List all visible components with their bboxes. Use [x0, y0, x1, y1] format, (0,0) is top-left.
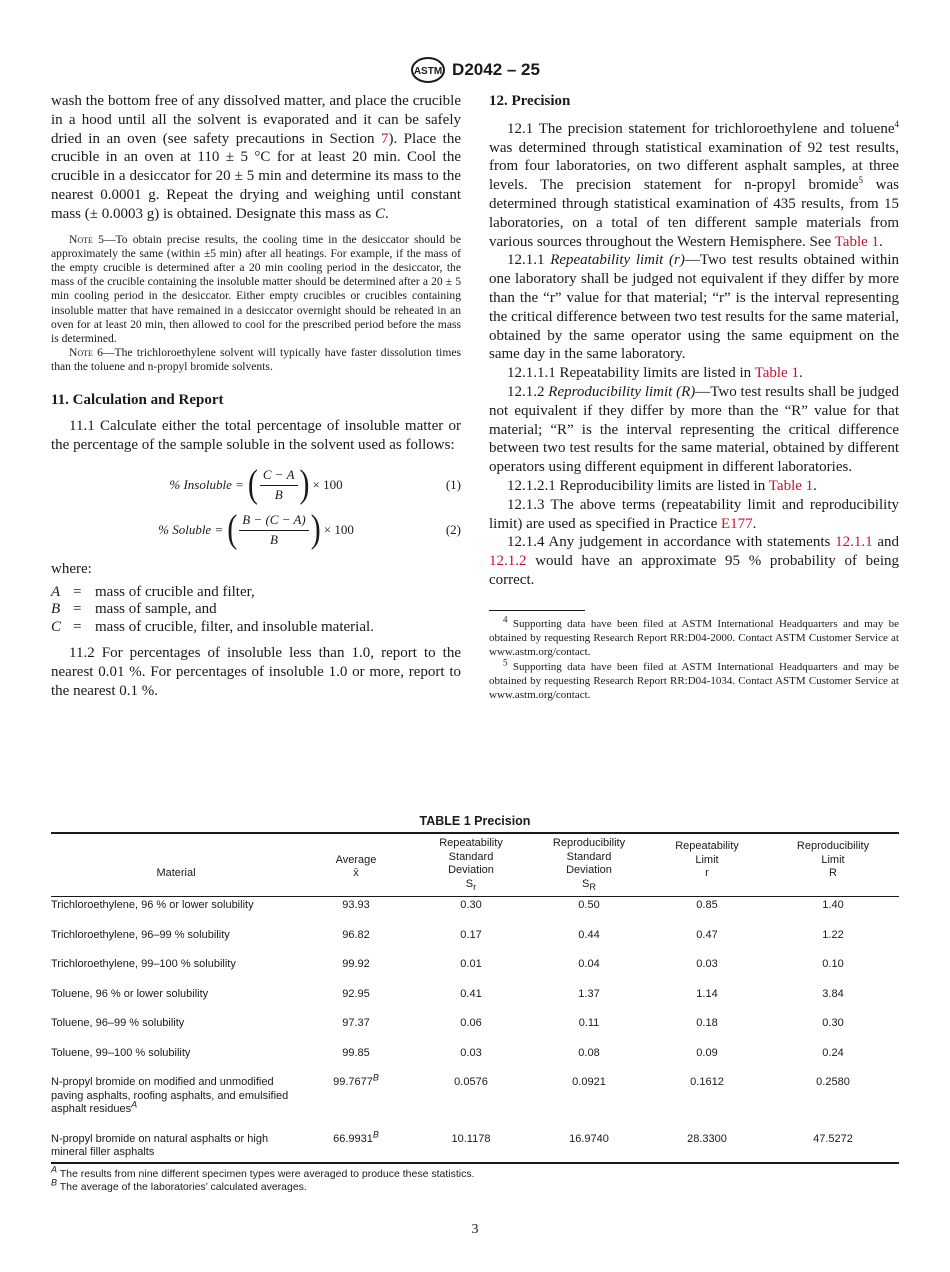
- cell-average: $99.7677^B$: [333, 1072, 379, 1089]
- cell-sr: 0.30: [460, 899, 482, 912]
- cell-sr: 0.01: [460, 958, 482, 971]
- table-title: TABLE 1 Precision: [419, 814, 531, 828]
- page-header: [0, 56, 950, 84]
- paragraph-12-1: 12.1 The precision statement for trichloroethylene and toluene$^4$ was determined through statistical examination of 92 test results, from four laboratories, on two different asphalt samples, at three levels. The precision statement for n-propyl bromide$^5$ was determined through statistical examination of 435 results, from 15 laboratories, on a total of ten different sample materials from various sources throughout the Western Hemisphere. See Table 1.: [489, 118, 900, 250]
- astm-logo-icon: [410, 56, 446, 84]
- table-row: [51, 1131, 899, 1163]
- cell-material: Toluene, 96 % or lower solubility: [51, 987, 209, 1000]
- paragraph-12-1-2-1: 12.1.2.1 Reproducibility limits are listed in Table 1.: [507, 477, 817, 494]
- cell-r: 1.14: [696, 987, 718, 1000]
- cell-material: Trichloroethylene, 96–99 % solubility: [51, 928, 230, 941]
- cell-sr: 0.06: [460, 1017, 482, 1030]
- col-header-average: Average x̄: [301, 833, 411, 897]
- table-row: [51, 897, 899, 927]
- footnote-divider: [489, 610, 585, 611]
- paragraph-12-1-2: 12.1.2 Reproducibility limit (R)—Two test results shall be judged not equivalent if they differ by more than the “R” value for that material; “R” is the interval representing the critical difference between two test results for the same material, obtained by different operators using different equipment in different laboratories.: [489, 383, 899, 476]
- cell-r-upper: 1.22: [822, 928, 844, 941]
- paragraph-11-1: 11.1 Calculate either the total percentage of insoluble matter or the percentage of the sample soluble in the solvent used as follows:: [51, 418, 461, 454]
- variable-definitions: A = mass of crucible and filter, B = mass of sample, and C = mass of crucible, filter, and insoluble material.: [51, 583, 374, 635]
- paragraph-12-1-4: 12.1.4 Any judgement in accordance with statements 12.1.1 and 12.1.2 would have an approximate 95 % probability of being correct.: [489, 534, 899, 588]
- cell-average: 97.37: [342, 1017, 370, 1030]
- cell-sr-upper: 0.11: [578, 1017, 600, 1030]
- note-6: Note 6—The trichloroethylene solvent will typically have faster dissolution times than the toluene and n-propyl bromide solvents.: [51, 346, 462, 374]
- cell-sr-upper: 0.0921: [572, 1076, 606, 1089]
- footnote-5: $^5$ Supporting data have been filed at ASTM International Headquarters and may be obtained by requesting Research Report RR:D04-1034. Contact ASTM Customer Service at www.astm.org/contact.: [489, 656, 899, 702]
- table-footnote-b: $^B$ The average of the laboratories’ calculated averages.: [51, 1177, 307, 1194]
- section-11-heading: 11. Calculation and Report: [51, 391, 224, 408]
- paragraph-12-1-1: 12.1.1 Repeatability limit (r)—Two test results obtained within one laboratory shall be judged not equivalent if they differ by more than the “r” value for that material; “r” is the interval representing the critical difference between two test results for the same material, obtained by the same operator using the same equipment on the same day in the same laboratory.: [489, 252, 899, 363]
- cell-r: 0.1612: [690, 1076, 724, 1089]
- col-header-reproducibility-limit: Reproducibility Limit R: [767, 833, 899, 897]
- cell-average: 96.82: [342, 928, 370, 941]
- cell-r: 0.09: [696, 1046, 718, 1059]
- table-1-link[interactable]: Table 1: [754, 365, 799, 382]
- cell-r-upper: 3.84: [822, 987, 844, 1000]
- document-designation: D2042 – 25: [452, 60, 540, 79]
- col-header-reproducibility-sd: Reproducibility Standard Deviation $S_R$: [531, 833, 647, 897]
- equation-2: % Soluble = ( $\frac{B - (C - A)}{B}$ ) × 100 (2): [158, 507, 461, 551]
- ref-12-1-2-link[interactable]: 12.1.2: [489, 553, 527, 570]
- right-column: [489, 92, 899, 703]
- left-column: [51, 92, 461, 701]
- table-footnotes: [51, 1164, 899, 1195]
- table-row: [51, 986, 899, 1016]
- cell-average: 99.92: [342, 958, 370, 971]
- cell-r-upper: 47.5272: [767, 1131, 899, 1163]
- cell-sr-upper: 1.37: [578, 987, 600, 1000]
- equation-1: % Insoluble = ( $\frac{C - A}{B}$ ) × 100 (1): [169, 462, 461, 506]
- cell-r: 0.47: [696, 928, 718, 941]
- table-1-link[interactable]: Table 1: [768, 477, 814, 494]
- where-label: where:: [51, 561, 92, 577]
- cell-sr: 10.1178: [411, 1131, 531, 1163]
- cell-material: N-propyl bromide on natural asphalts or high mineral filler asphalts: [51, 1131, 301, 1163]
- equation-1-number: (1): [445, 477, 461, 492]
- precision-table-block: [51, 814, 899, 1195]
- cell-r: 28.3300: [647, 1131, 767, 1163]
- cell-r: 0.18: [696, 1017, 718, 1030]
- table-row: [51, 1015, 899, 1045]
- astm-logo-text: ASTM: [413, 66, 443, 77]
- ref-12-1-1-link[interactable]: 12.1.1: [835, 534, 873, 551]
- cell-sr: 0.0576: [454, 1076, 488, 1089]
- cell-average: 93.93: [342, 899, 370, 912]
- paragraph-12-1-1-1: 12.1.1.1 Repeatability limits are listed in Table 1.: [507, 365, 803, 382]
- equation-2-number: (2): [445, 522, 461, 537]
- col-header-repeatability-limit: Repeatability Limit r: [647, 833, 767, 897]
- cell-sr-upper: 0.50: [578, 899, 600, 912]
- col-header-material: Material: [51, 833, 301, 897]
- cell-material: Toluene, 96–99 % solubility: [51, 1017, 185, 1030]
- note-5: Note 5—To obtain precise results, the cooling time in the desiccator should be approximately the same (within ±5 min) after all heatings. For example, if the mass of the empty crucible is determined after a 20 min cooling period in the desiccator, the mass of the crucible containing the insoluble matter should be determined after a 20 ± 5 min cooling period in the desiccator. Either empty crucibles or crucibles containing insoluble matter that have remained in a desiccator overnight should be reheated in an oven for at least 20 min, then allowed to cool for the prescribed period before the mass is determined.: [51, 232, 461, 345]
- cell-sr-upper: 16.9740: [531, 1131, 647, 1163]
- col-header-repeatability-sd: Repeatability Standard Deviation $S_r$: [411, 833, 531, 897]
- section-7-link[interactable]: 7: [380, 130, 389, 147]
- cell-average: 92.95: [342, 987, 370, 1000]
- table-row: [51, 956, 899, 986]
- footnote-4: $^4$ Supporting data have been filed at ASTM International Headquarters and may be obtained by requesting Research Report RR:D04-2000. Contact ASTM Customer Service at www.astm.org/contact.: [489, 614, 899, 659]
- cell-r-upper: 0.10: [822, 958, 844, 971]
- cell-material: Trichloroethylene, 96 % or lower solubility: [51, 899, 254, 912]
- table-row: [51, 927, 899, 957]
- cell-r: 0.03: [696, 958, 718, 971]
- cell-material: N-propyl bromide on modified and unmodified paving asphalts, roofing asphalts, and emulsified asphalt residues$^A$: [51, 1076, 289, 1116]
- cell-r-upper: 1.40: [822, 899, 844, 912]
- cell-average: $66.9931^B$: [301, 1131, 411, 1163]
- table-1-link[interactable]: Table 1: [834, 233, 880, 250]
- cell-sr: 0.41: [460, 987, 482, 1000]
- precision-table: [51, 832, 899, 1164]
- table-row: [51, 1045, 899, 1075]
- paragraph-continuation: wash the bottom free of any dissolved matter, and place the crucible in a hood until all the solvent is evaporated and it can be safely dried in an oven (see safety precautions in Section 7). Place the crucible in an oven at 110 ± 5 °C for at least 20 min. Cool the crucible in a desiccator for 20 ± 5 min and determine its mass to the nearest 0.0001 g. Repeat the drying and weighing until constant mass (± 0.0003 g) is obtained. Designate this mass as C.: [51, 93, 461, 222]
- cell-sr: 0.03: [460, 1046, 482, 1059]
- cell-material: Trichloroethylene, 99–100 % solubility: [51, 958, 236, 971]
- paragraph-12-1-3: 12.1.3 The above terms (repeatability limit and reproducibility limit) are used as specified in Practice E177.: [489, 496, 899, 532]
- table-row: [51, 1074, 899, 1131]
- cell-material: Toluene, 99–100 % solubility: [51, 1046, 191, 1059]
- paragraph-11-2: 11.2 For percentages of insoluble less than 1.0, report to the nearest 0.01 %. For percentages of insoluble 1.0 or more, report to the nearest 0.1 %.: [51, 645, 461, 699]
- cell-r-upper: 0.24: [822, 1046, 844, 1059]
- e177-link[interactable]: E177: [721, 515, 753, 532]
- page-number: 3: [471, 1222, 479, 1237]
- cell-sr-upper: 0.08: [578, 1046, 600, 1059]
- cell-sr: 0.17: [460, 928, 482, 941]
- cell-average: 99.85: [342, 1046, 370, 1059]
- section-12-heading: 12. Precision: [489, 93, 571, 109]
- cell-r-upper: 0.2580: [816, 1076, 850, 1089]
- cell-r-upper: 0.30: [822, 1017, 844, 1030]
- cell-r: 0.85: [696, 899, 718, 912]
- cell-sr-upper: 0.04: [578, 958, 600, 971]
- cell-sr-upper: 0.44: [578, 928, 600, 941]
- table-footnote-a: $^A$ The results from nine different specimen types were averaged to produce these statistics.: [51, 1164, 475, 1180]
